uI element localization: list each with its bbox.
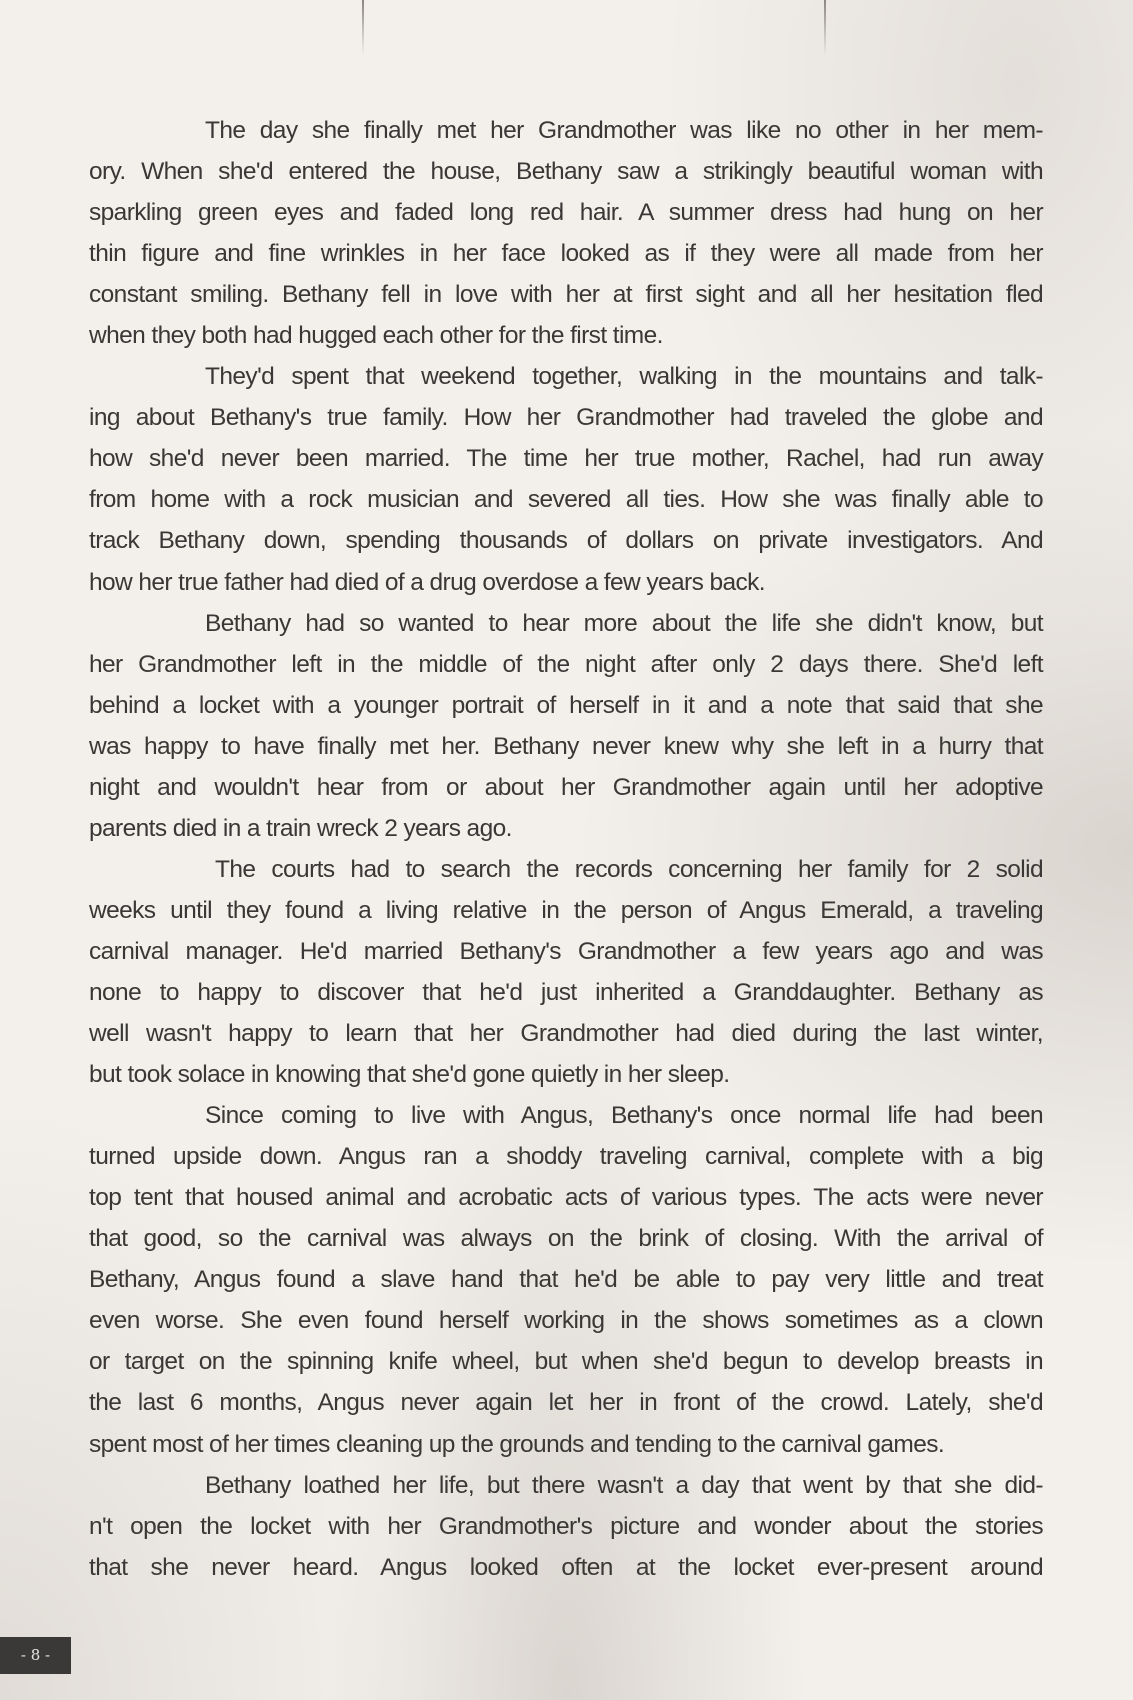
text-line: turned upside down. Angus ran a shoddy traveling carnival, complete with a big	[89, 1143, 1043, 1171]
paper-crease	[824, 0, 826, 55]
paragraph	[89, 110, 1043, 356]
text-line: when they both had hugged each other for the first time.	[89, 322, 663, 350]
text-line: ory. When she'd entered the house, Bethany saw a strikingly beautiful woman with	[89, 158, 1043, 186]
text-line: Since coming to live with Angus, Bethany's once normal life had been	[205, 1102, 1043, 1130]
paragraph	[89, 1095, 1043, 1464]
paragraph	[89, 603, 1043, 849]
text-line: weeks until they found a living relative in the person of Angus Emerald, a traveling	[89, 896, 1043, 924]
text-line: how her true father had died of a drug overdose a few years back.	[89, 568, 766, 596]
text-line: track Bethany down, spending thousands of dollars on private investigators. And	[89, 527, 1043, 555]
paragraph	[89, 849, 1043, 1095]
text-line: well wasn't happy to learn that her Grandmother had died during the last winter,	[89, 1020, 1043, 1048]
text-line: n't open the locket with her Grandmother's picture and wonder about the stories	[89, 1512, 1043, 1540]
text-line: constant smiling. Bethany fell in love with her at first sight and all her hesitation fled	[89, 281, 1043, 309]
page-number: - 8 -	[0, 1637, 71, 1674]
text-line: from home with a rock musician and severed all ties. How she was finally able to	[89, 486, 1043, 514]
text-line: ing about Bethany's true family. How her Grandmother had traveled the globe and	[89, 404, 1043, 432]
text-line: behind a locket with a younger portrait of herself in it and a note that said that she	[89, 691, 1043, 719]
text-line: The courts had to search the records concerning her family for 2 solid	[215, 855, 1043, 883]
text-line: top tent that housed animal and acrobatic acts of various types. The acts were never	[89, 1184, 1043, 1212]
body-text	[89, 110, 1043, 1588]
text-line: Bethany had so wanted to hear more about the life she didn't know, but	[205, 609, 1043, 637]
text-line: carnival manager. He'd married Bethany's Grandmother a few years ago and was	[89, 937, 1043, 965]
text-line: spent most of her times cleaning up the grounds and tending to the carnival games.	[89, 1430, 945, 1458]
paper-crease	[362, 0, 364, 55]
paragraph	[89, 1465, 1043, 1588]
text-line: how she'd never been married. The time her true mother, Rachel, had run away	[89, 445, 1043, 473]
text-line: Bethany, Angus found a slave hand that he'd be able to pay very little and treat	[89, 1266, 1043, 1294]
text-line: parents died in a train wreck 2 years ago.	[89, 814, 512, 842]
text-line: The day she finally met her Grandmother was like no other in her mem-	[205, 117, 1043, 144]
text-line: or target on the spinning knife wheel, but when she'd begun to develop breasts in	[89, 1348, 1043, 1376]
text-line: her Grandmother left in the middle of the night after only 2 days there. She'd left	[89, 650, 1043, 678]
text-line: Bethany loathed her life, but there wasn't a day that went by that she did-	[205, 1471, 1043, 1499]
text-line: They'd spent that weekend together, walking in the mountains and talk-	[205, 363, 1043, 391]
text-line: night and wouldn't hear from or about her Grandmother again until her adoptive	[89, 773, 1043, 801]
text-line: but took solace in knowing that she'd gone quietly in her sleep.	[89, 1061, 730, 1089]
text-line: sparkling green eyes and faded long red hair. A summer dress had hung on her	[89, 199, 1043, 227]
text-line: thin figure and fine wrinkles in her face looked as if they were all made from her	[89, 240, 1043, 268]
text-line: that good, so the carnival was always on the brink of closing. With the arrival of	[89, 1225, 1043, 1253]
paragraph	[89, 356, 1043, 602]
text-line: that she never heard. Angus looked often at the locket ever-present around	[89, 1553, 1043, 1581]
text-line: even worse. She even found herself working in the shows sometimes as a clown	[89, 1307, 1043, 1335]
text-line: none to happy to discover that he'd just inherited a Granddaughter. Bethany as	[89, 978, 1043, 1006]
text-line: the last 6 months, Angus never again let her in front of the crowd. Lately, she'd	[89, 1389, 1043, 1417]
text-line: was happy to have finally met her. Bethany never knew why she left in a hurry that	[89, 732, 1043, 760]
